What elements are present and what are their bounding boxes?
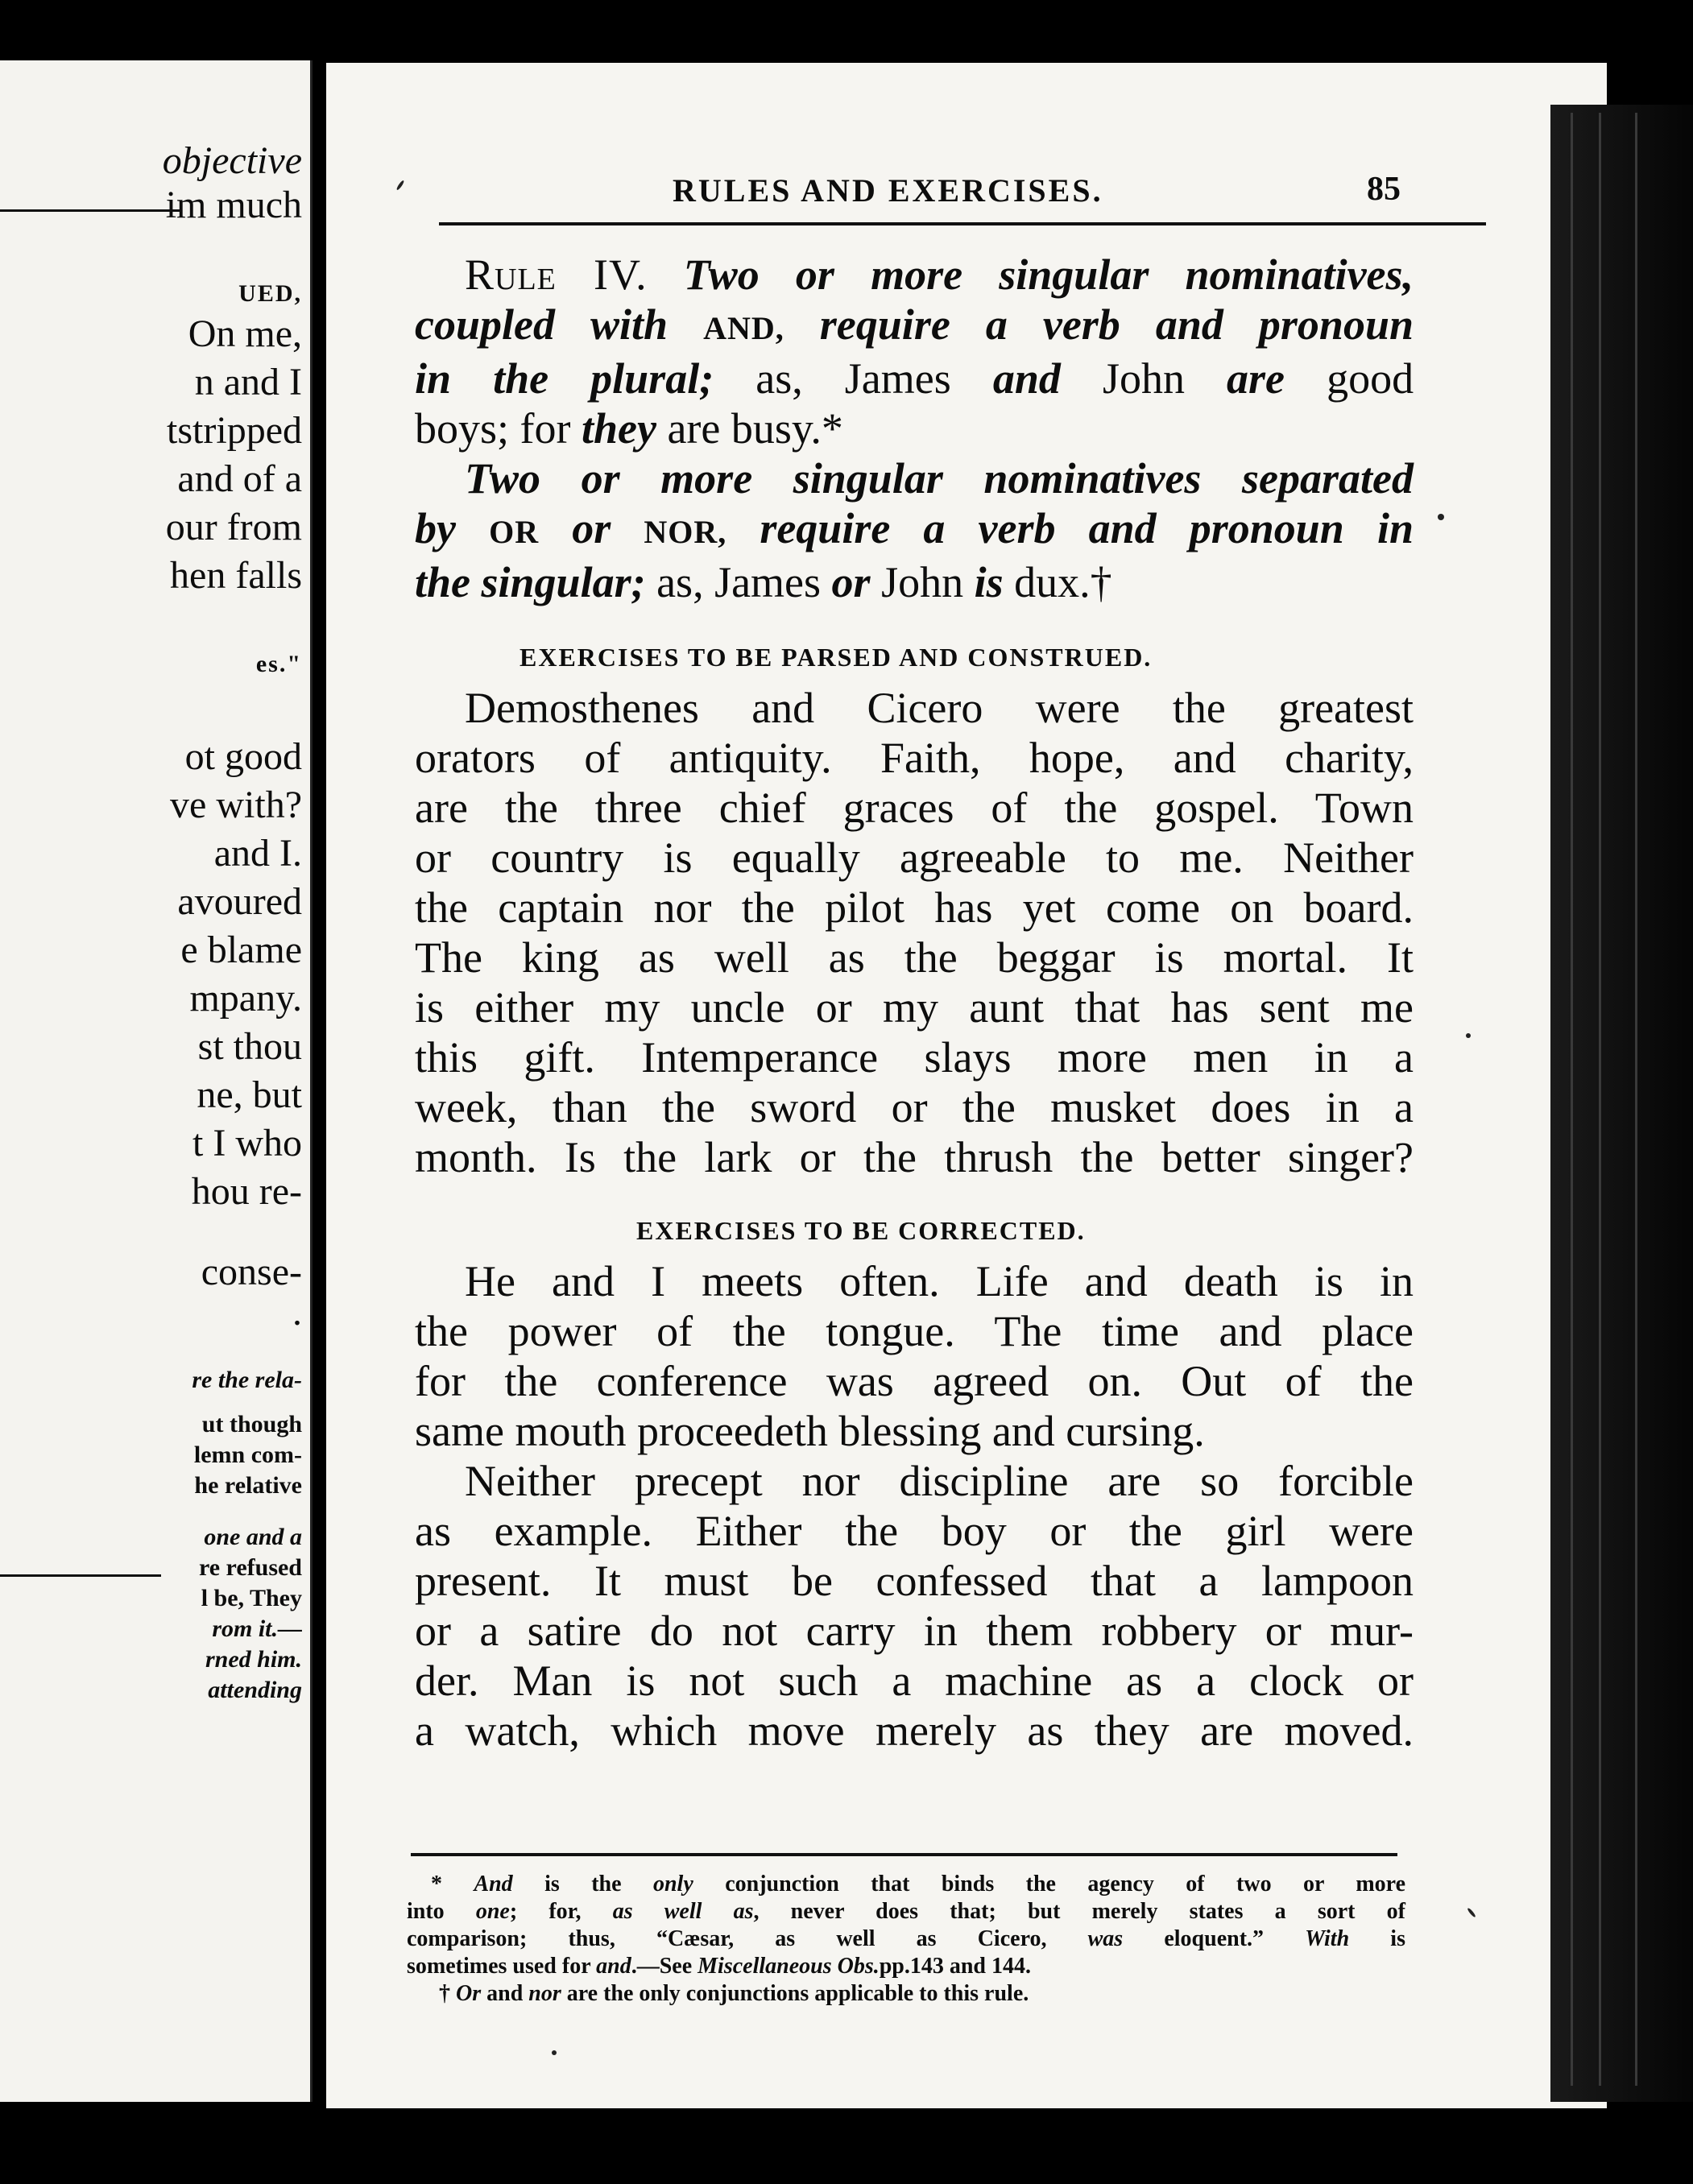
rule-line-1	[415, 250, 1414, 300]
left-page-line: and I.	[213, 832, 302, 875]
rule-line-4	[415, 403, 1414, 453]
left-page-line: e blame	[180, 929, 302, 971]
rule-line-7	[415, 557, 1414, 607]
example-italic: or	[831, 558, 871, 606]
paragraph-line: Neither precept nor discipline are so forcible	[465, 1457, 1414, 1505]
rule-text: coupled with	[415, 300, 669, 349]
conjunction-or: OR	[489, 514, 540, 550]
footnote-mark: *	[431, 1872, 474, 1897]
scan-speck	[1467, 1907, 1476, 1917]
rule-text: by	[415, 504, 456, 552]
left-page-line: objective	[162, 139, 302, 182]
footnote-italic: With	[1305, 1926, 1350, 1951]
paragraph-line: week, than the sword or the musket does in a	[415, 1083, 1414, 1131]
conjunction-nor: NOR,	[644, 514, 727, 550]
footnote-text: into	[407, 1899, 476, 1924]
left-page-line: l be, They	[201, 1585, 302, 1611]
left-page-line: conse-	[201, 1251, 302, 1293]
example-text: boys; for	[415, 404, 571, 453]
footnote-text: .—See	[631, 1954, 698, 1979]
paragraph-line: He and I meets often. Life and death is in	[465, 1257, 1414, 1305]
example-text: as, James	[755, 354, 951, 403]
example-italic: they	[581, 404, 656, 453]
footnote-text: , never does that; but merely states a sort of	[753, 1899, 1405, 1924]
paragraph-line: this gift. Intemperance slays more men in a	[415, 1033, 1414, 1082]
footnote-text: and	[481, 1981, 529, 2006]
section-parsed-body	[415, 683, 1414, 1182]
left-page-line: one and a	[204, 1524, 302, 1550]
left-page-line: im much	[165, 184, 302, 226]
rule-line-5	[415, 453, 1414, 503]
rule-text: Two or more singular nominatives,	[683, 250, 1414, 299]
left-page-line: ot good	[184, 735, 302, 778]
footnote-text: comparison; thus, “Cæsar, as well as Cicero,	[407, 1926, 1088, 1951]
binding-edge	[1599, 113, 1601, 2086]
paragraph-line: same mouth proceedeth blessing and cursing.	[415, 1407, 1205, 1455]
rule-text: in the plural;	[415, 354, 714, 403]
footnote-1-line-1	[407, 1871, 1405, 1898]
left-page-line: t I who	[192, 1122, 302, 1164]
left-page-line: UED,	[238, 280, 302, 307]
paragraph-line: are the three chief graces of the gospel. Town	[415, 784, 1414, 832]
footnote-italic: as well as	[612, 1899, 754, 1924]
scan-speck	[1466, 1033, 1471, 1038]
left-page-line: ne, but	[197, 1073, 302, 1116]
left-page-line: re the rela-	[192, 1367, 302, 1393]
paragraph-line: The king as well as the beggar is mortal. It	[415, 933, 1414, 982]
left-page-line: n and I	[194, 361, 302, 403]
paragraph-line: for the conference was agreed on. Out of the	[415, 1357, 1414, 1405]
left-page-line: hen falls	[170, 554, 302, 597]
footnote-text: are the only conjunctions applicable to this rule.	[561, 1981, 1029, 2006]
paragraph-line: der. Man is not such a machine as a clock or	[415, 1657, 1414, 1705]
paragraph-line: Demosthenes and Cicero were the greatest	[465, 684, 1414, 732]
example-italic: is	[974, 558, 1004, 606]
left-page-line: st thou	[197, 1025, 302, 1068]
left-page-line: avoured	[177, 880, 302, 923]
rule-text: the singular;	[415, 558, 646, 606]
footnote-text: eloquent.”	[1123, 1926, 1306, 1951]
example-text: are busy.*	[667, 404, 843, 453]
example-text: as, James	[656, 558, 822, 606]
left-page-line: re refused	[198, 1554, 302, 1581]
footnote-2	[407, 1980, 1405, 2008]
rule-line-6	[415, 503, 1414, 557]
left-page-line: he relative	[194, 1472, 302, 1499]
rule-iv-block	[415, 250, 1414, 607]
rule-line-3	[415, 354, 1414, 403]
example-text: good	[1327, 354, 1414, 403]
left-page-line: rned him.	[205, 1646, 302, 1673]
left-page-line: our from	[165, 506, 302, 548]
footnote-italic: And	[474, 1872, 513, 1897]
section-heading-corrected: EXERCISES TO BE CORRECTED.	[636, 1216, 1086, 1245]
footnote-text: is	[1349, 1926, 1405, 1951]
paragraph-line: the power of the tongue. The time and place	[415, 1307, 1414, 1355]
rule-text: Two or more singular nominatives separated	[465, 454, 1414, 503]
rule-text: require a verb and pronoun in	[760, 504, 1414, 552]
right-page	[326, 63, 1607, 2108]
left-page-line: hou re-	[191, 1170, 302, 1213]
left-facing-page	[0, 60, 313, 2102]
paragraph-line: orators of antiquity. Faith, hope, and charity,	[415, 734, 1414, 782]
footnote-text: sometimes used for	[407, 1954, 597, 1979]
footnote-text: ; for,	[509, 1899, 613, 1924]
footnote-italic: was	[1087, 1926, 1124, 1951]
rule-text: or	[572, 504, 611, 552]
running-head: RULES AND EXERCISES.	[673, 172, 1103, 209]
footnote-text: is the	[512, 1872, 653, 1897]
left-page-line: attending	[208, 1677, 302, 1703]
example-italic: and	[992, 354, 1061, 403]
left-page-line: On me,	[188, 312, 302, 355]
section-heading-parsed: EXERCISES TO BE PARSED AND CONSTRUED.	[519, 643, 1153, 672]
left-page-foot-rule	[0, 1574, 161, 1577]
paragraph-line: as example. Either the boy or the girl were	[415, 1507, 1414, 1555]
footnote-italic: and	[596, 1954, 631, 1979]
footnote-text: conjunction that binds the agency of two or more	[693, 1872, 1406, 1897]
left-page-line: tstripped	[167, 409, 302, 452]
paragraph-line: or a satire do not carry in them robbery or mur-	[415, 1607, 1414, 1655]
footnote-italic: Miscellaneous Obs.	[697, 1954, 880, 1979]
footnote-italic: nor	[528, 1981, 561, 2006]
left-page-line: lemn com-	[193, 1442, 302, 1468]
footnote-mark: †	[439, 1981, 456, 2006]
scan-speck	[1438, 514, 1444, 520]
footnote-1-line-3	[407, 1925, 1405, 1953]
conjunction-and: AND,	[703, 310, 784, 346]
paragraph-line: month. Is the lark or the thrush the better singer?	[415, 1133, 1414, 1181]
left-page-line: mpany.	[189, 977, 302, 1020]
paragraph-line: a watch, which move merely as they are moved.	[415, 1706, 1414, 1755]
paragraph-line: the captain nor the pilot has yet come on board.	[415, 883, 1414, 932]
left-page-line: ut though	[201, 1411, 302, 1437]
paragraph-line: present. It must be confessed that a lampoon	[415, 1557, 1414, 1605]
left-page-head-rule	[0, 209, 181, 212]
left-page-line: and of a	[177, 457, 302, 500]
left-page-line: es."	[255, 651, 302, 677]
binding-edge	[1635, 113, 1637, 2086]
scan-speck	[552, 2050, 557, 2055]
binding-edge	[1571, 113, 1573, 2086]
left-page-line: ve with?	[170, 784, 302, 826]
footnote-text: pp.143 and 144.	[879, 1954, 1032, 1979]
left-page-line: rom it.—	[212, 1615, 302, 1642]
example-italic: are	[1227, 354, 1285, 403]
rule-line-2	[415, 300, 1414, 354]
header-rule	[439, 222, 1486, 225]
section-corrected-body	[415, 1256, 1414, 1756]
rule-label: Rule IV.	[465, 250, 648, 299]
footnotes	[407, 1871, 1405, 2008]
footnote-italic: one	[475, 1899, 510, 1924]
paragraph-line: or country is equally agreeable to me. Neither	[415, 833, 1414, 882]
example-text: dux.†	[1014, 558, 1112, 606]
left-page-line: .	[292, 1291, 302, 1334]
example-text: John	[1102, 354, 1185, 403]
footnote-1-line-2	[407, 1898, 1405, 1925]
scan-speck	[395, 180, 404, 191]
example-text: John	[881, 558, 964, 606]
paragraph-line: is either my uncle or my aunt that has sent me	[415, 983, 1414, 1032]
footnote-italic: only	[652, 1872, 693, 1897]
page-number: 85	[1367, 171, 1401, 208]
footnote-rule	[411, 1853, 1397, 1856]
footnote-italic: Or	[456, 1981, 482, 2006]
footnote-1-line-4	[407, 1953, 1405, 1980]
rule-text: require a verb and pronoun	[819, 300, 1414, 349]
